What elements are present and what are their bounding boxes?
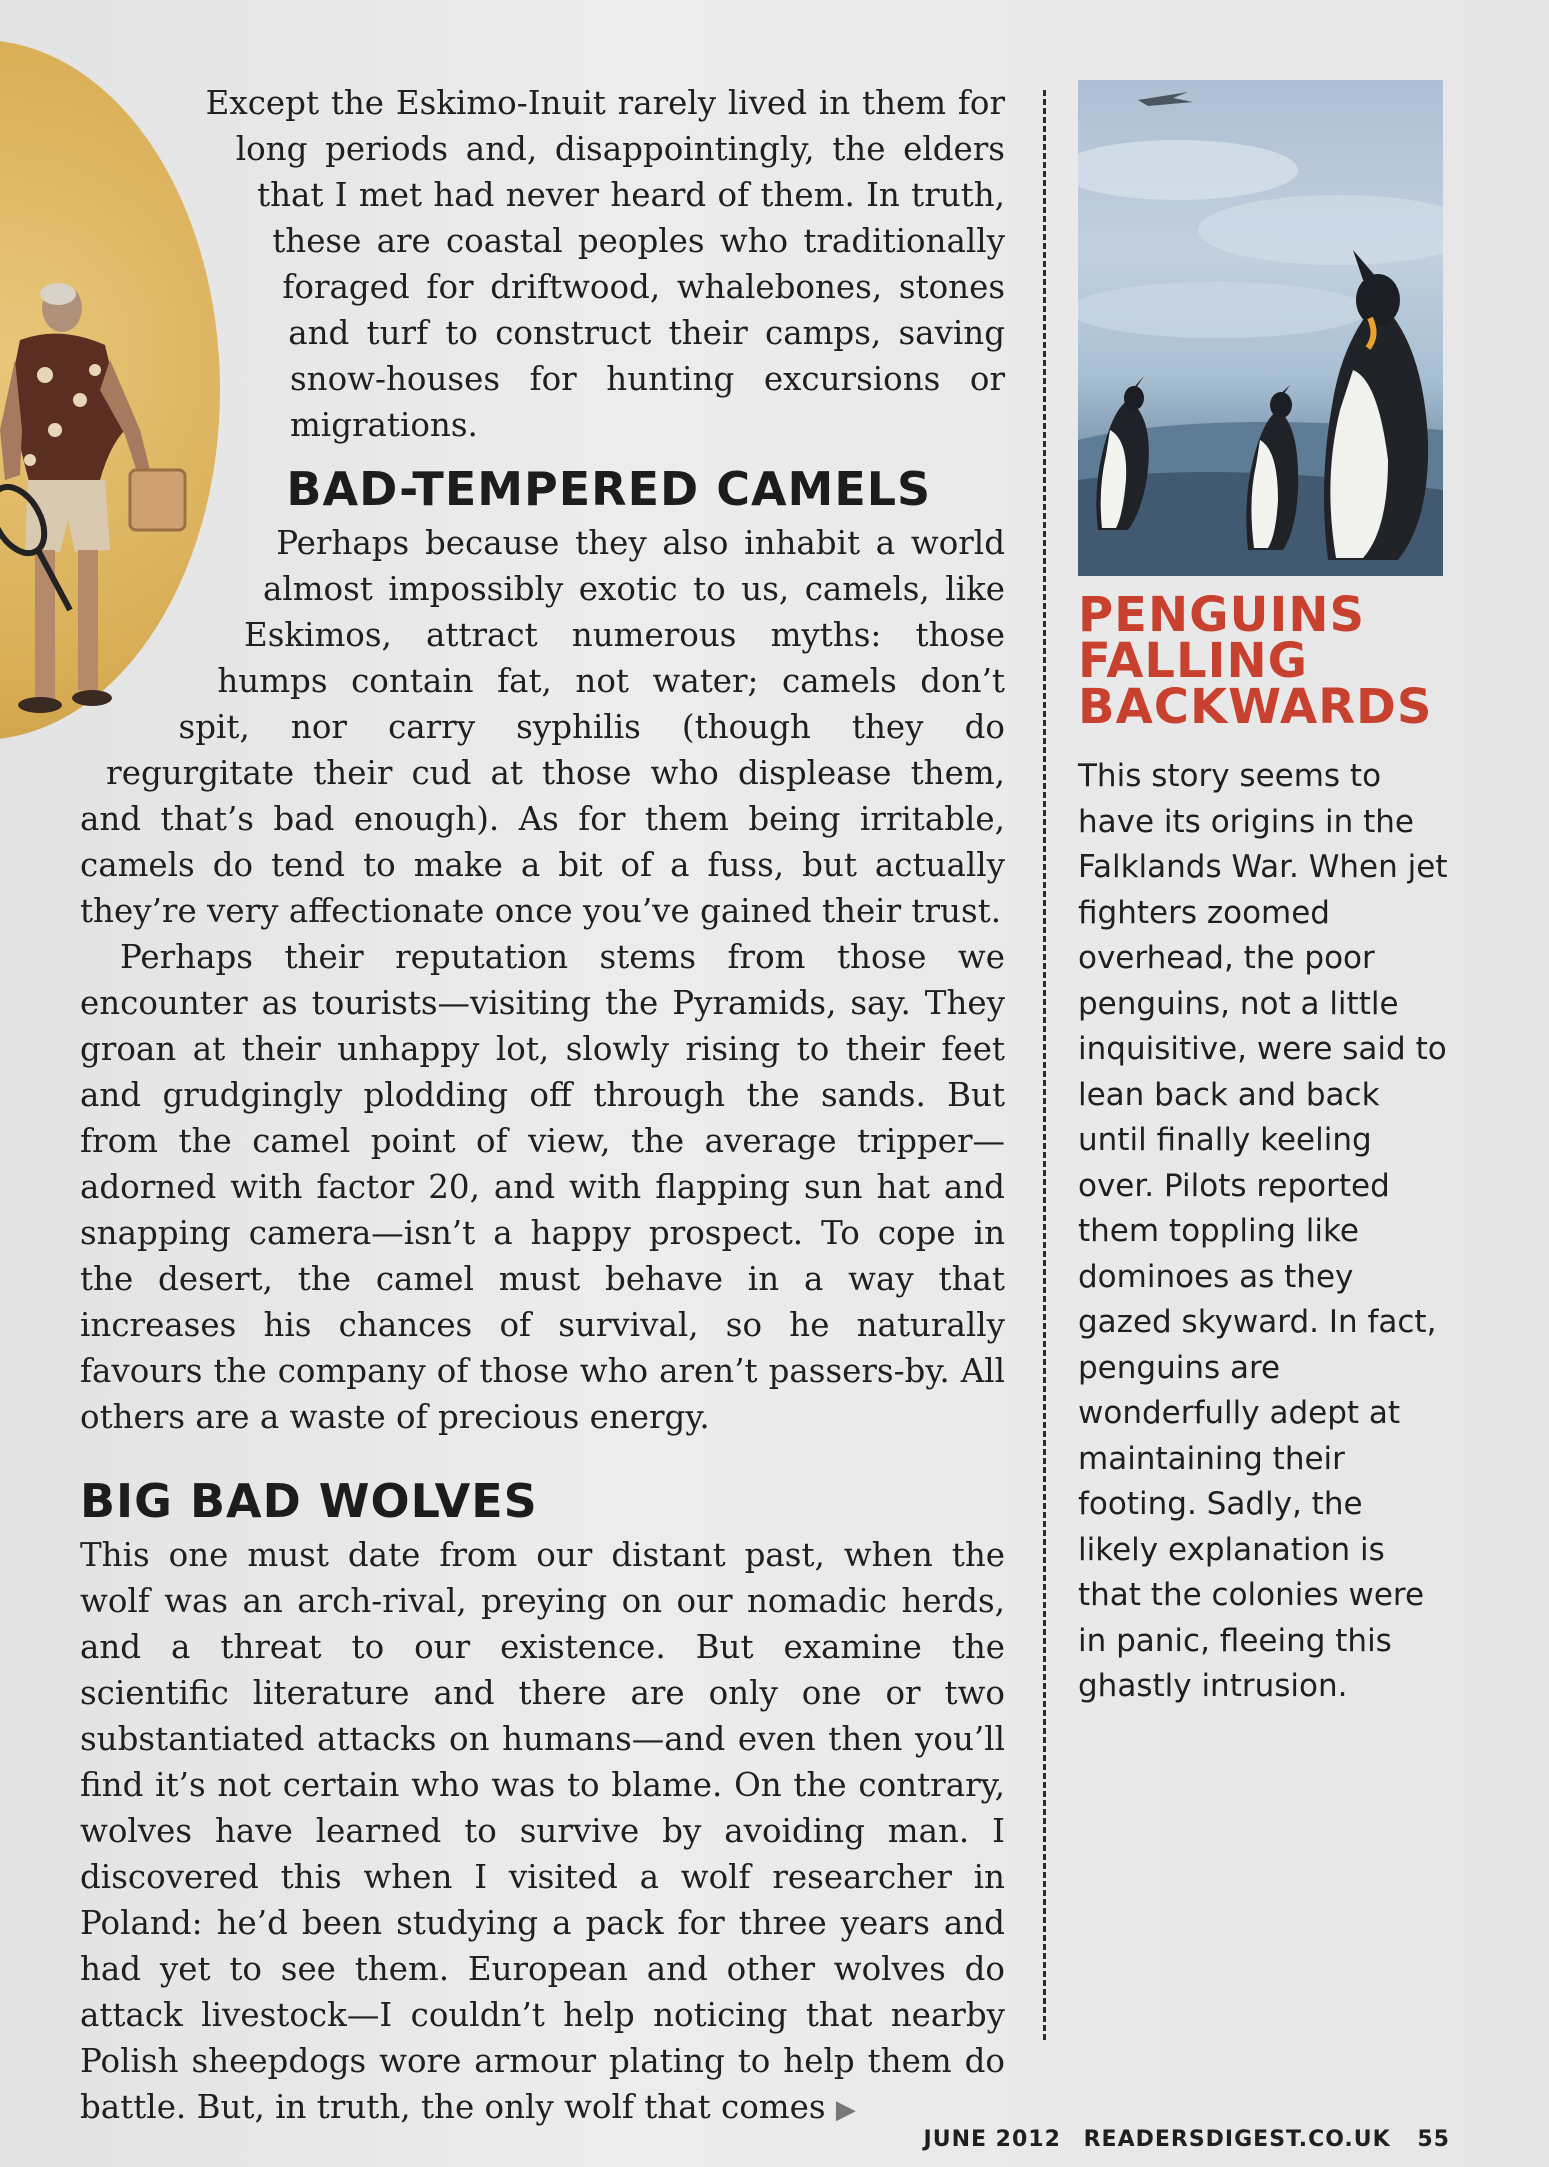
footer-issue: JUNE 2012 — [923, 2127, 1061, 2152]
main-article-column — [80, 80, 1005, 2133]
camels-paragraph-1: Perhaps because they also inhabit a world almost impossibly exotic to us, camels, like Eskimos, attract numerous myths: those humps contain fat, not water; camels don’t spit, nor carry syphilis (though they do regurgitate their cud at those who displease them, and that’s bad enough). As for them being irritable, camels do tend to make a bit of a fuss, but actually they’re very affectionate once you’ve gained their trust. — [80, 524, 1005, 930]
page-footer — [850, 2127, 1450, 2167]
camels-heading: BAD-TEMPERED CAMELS — [286, 462, 932, 516]
column-divider — [1043, 90, 1046, 2040]
penguins-illustration — [1078, 80, 1443, 576]
wolves-paragraph-text: This one must date from our distant past, when the wolf was an arch-rival, preying on our nomadic herds, and a threat to our existence. But examine the scientific literature and there are only one or two substantiated attacks on humans—and even then you’ll find it’s not certain who was to blame. On the contrary, wolves have learned to survive by avoiding man. I discovered this when I visited a wolf researcher in Poland: he’d been studying a pack for three years and had yet to see them. European and other wolves do attack livestock—I couldn’t help noticing that nearby Polish sheepdogs wore armour plating to help them do battle. But, in truth, the only wolf that comes — [80, 1536, 1005, 2126]
camels-paragraph-2: Perhaps their reputation stems from those we encounter as tourists—visiting the Pyramids, say. They groan at their unhappy lot, slowly rising to their feet and grudgingly plodding off through the sands. But from the camel point of view, the average tripper—adorned with factor 20, and with flapping sun hat and snapping camera—isn’t a happy prospect. To cope in the desert, the camel must behave in a way that increases his chances of survival, so he naturally favours the company of those who aren’t passers-by. All others are a waste of precious energy. — [80, 938, 1005, 1436]
wolves-paragraph — [80, 1532, 1005, 2133]
page-number: 55 — [1417, 2127, 1450, 2152]
intro-paragraph: Except the Eskimo-Inuit rarely lived in them for long periods and, disappointingly, the elders that I met had never heard of them. In truth, these are coastal peoples who traditionally foraged for driftwood, whalebones, stones and turf to construct their camps, saving snow-houses for hunting excursions or migrations. — [205, 84, 1005, 444]
sidebar-column — [1078, 80, 1448, 1710]
sidebar-title: PENGUINS FALLING BACKWARDS — [1078, 587, 1433, 735]
sidebar-text: This story seems to have its origins in the Falklands War. When jet fighters zoomed overhead, the poor penguins, not a little inquisitive, were said to lean back and back until finally keeling over. Pilots reported them toppling like dominoes as they gazed skyward. In fact, penguins are wonderfully adept at maintaining their footing. Sadly, the likely explanation is that the colonies were in panic, fleeing this ghastly intrusion. — [1078, 758, 1448, 1704]
footer-site: READERSDIGEST.CO.UK — [1083, 2127, 1391, 2152]
penguins-photo — [1078, 80, 1443, 576]
continue-arrow-icon: ▶ — [835, 2095, 856, 2125]
wolves-heading: BIG BAD WOLVES — [80, 1474, 538, 1528]
